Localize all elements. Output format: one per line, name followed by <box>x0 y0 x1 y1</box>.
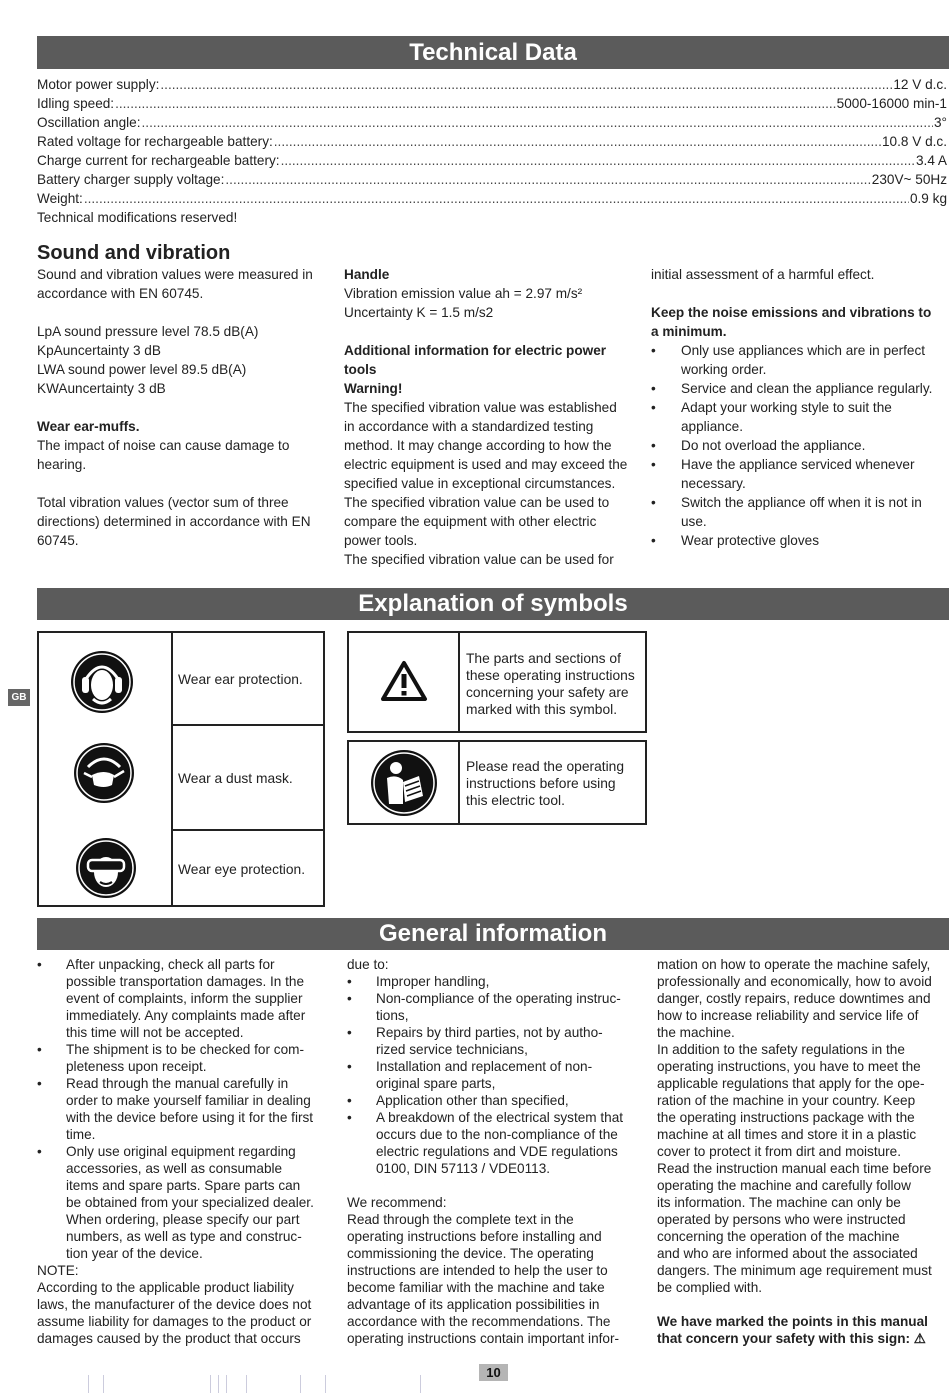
handle-heading: Handle <box>344 267 390 282</box>
text-line: dangers. The minimum age requirement must <box>657 1263 932 1278</box>
crop-mark <box>246 1375 247 1393</box>
text-line: The specified vibration value can be used to <box>344 495 610 510</box>
bullet-line: • Do not overload the appliance. <box>681 438 866 453</box>
text-line: instructions before using <box>466 776 616 791</box>
bullet-item <box>347 1024 647 1058</box>
bullet-line: • Have the appliance serviced whenever <box>681 457 915 472</box>
text-line: KWAuncertainty 3 dB <box>37 381 166 396</box>
spec-row <box>37 170 947 189</box>
bullet-item <box>651 341 950 379</box>
text-line: operating instructions contain important infor- <box>347 1331 620 1346</box>
text-line: become familiar with the machine and take <box>347 1280 605 1295</box>
bullet-line: numbers, as well as type and construc- <box>66 1229 302 1244</box>
text-line: Uncertainty K = 1.5 m/s2 <box>344 305 494 320</box>
text-line: The specified vibration value was established <box>344 400 617 415</box>
earmuffs-heading: Wear ear-muffs. <box>37 419 140 434</box>
bullet-line: tions, <box>376 1008 409 1023</box>
bullet-line: occurs due to the non-compliance of the <box>376 1127 618 1142</box>
bullet-line: working order. <box>681 362 767 377</box>
ear-protection-icon <box>69 649 135 715</box>
text-line: due to: <box>347 957 389 972</box>
crop-mark <box>88 1375 89 1393</box>
warning-triangle-icon <box>380 660 428 702</box>
warning-heading: Warning! <box>344 381 403 396</box>
text-line: the machine. <box>657 1025 735 1040</box>
bullet-line: electric regulations and VDE regulations <box>376 1144 618 1159</box>
bullet-line: • After unpacking, check all parts for <box>66 957 275 972</box>
text-line: this electric tool. <box>466 793 565 808</box>
spec-row <box>37 75 947 94</box>
bullet-item <box>651 455 950 493</box>
additional-heading: Additional information for electric power <box>344 343 607 358</box>
safety-sign-note: that concern your safety with this sign: ⚠ <box>657 1331 926 1346</box>
read-manual-symbol-box <box>347 740 647 825</box>
text-line: concerning the operation of the machine <box>657 1229 900 1244</box>
keep-heading: Keep the noise emissions and vibrations to <box>651 305 932 320</box>
bullet-line: • Adapt your working style to suit the <box>681 400 892 415</box>
text-line: The parts and sections of <box>466 651 621 666</box>
text-line: professionally and economically, how to avoid <box>657 974 932 989</box>
eye-protection-icon <box>74 836 138 900</box>
ear-protection-text: Wear ear protection. <box>178 672 303 687</box>
crop-mark <box>210 1375 211 1393</box>
text-line: mation on how to operate the machine safely, <box>657 957 931 972</box>
crop-mark <box>420 1375 421 1393</box>
text-line: Total vibration values (vector sum of three <box>37 495 289 510</box>
crop-mark <box>218 1375 219 1393</box>
text-line: advantage of its application possibilities in <box>347 1297 600 1312</box>
bullet-line: necessary. <box>681 476 746 491</box>
language-tab: GB <box>8 689 30 706</box>
spec-label: Rated voltage for rechargeable battery: <box>37 134 273 149</box>
text-line: how to increase reliability and service life of <box>657 1008 919 1023</box>
text-line: Read through the complete text in the <box>347 1212 574 1227</box>
text-line: operated by persons who were instructed <box>657 1212 906 1227</box>
bullet-item <box>651 398 950 436</box>
text-line: According to the applicable product liability <box>37 1280 294 1295</box>
crop-mark <box>325 1375 326 1393</box>
bullet-line: • Repairs by third parties, not by autho- <box>376 1025 603 1040</box>
text-line: its information. The machine can only be <box>657 1195 901 1210</box>
leader-dots <box>142 113 933 132</box>
text-line: commissioning the device. The operating <box>347 1246 594 1261</box>
leader-dots <box>281 151 915 170</box>
text-line: the operating instructions package with the <box>657 1110 915 1125</box>
bullet-item <box>37 956 337 1041</box>
bullet-item <box>37 1143 337 1262</box>
text-line: hearing. <box>37 457 87 472</box>
bullet-line: possible transportation damages. In the <box>66 974 305 989</box>
bullet-line: immediately. Any complaints made after <box>66 1008 306 1023</box>
spec-label: Battery charger supply voltage: <box>37 172 225 187</box>
text-line: marked with this symbol. <box>466 702 618 717</box>
bullet-item <box>37 1041 337 1075</box>
text-line: cover to protect it from dirt and moisture. <box>657 1144 902 1159</box>
bullet-line: order to make yourself familiar in dealing <box>66 1093 311 1108</box>
bullet-line: • Switch the appliance off when it is not in <box>681 495 922 510</box>
keep-heading: a minimum. <box>651 324 727 339</box>
text-line: 60745. <box>37 533 79 548</box>
ppe-symbol-table <box>37 631 325 907</box>
bullet-line: 0100, DIN 57113 / VDE0113. <box>376 1161 551 1176</box>
crop-mark <box>103 1375 104 1393</box>
text-line: directions) determined in accordance with EN <box>37 514 311 529</box>
note-label: NOTE: <box>37 1263 79 1278</box>
warning-symbol-box <box>347 631 647 733</box>
spec-value: 3.4 A <box>916 153 947 168</box>
spec-label: Weight: <box>37 191 83 206</box>
bullet-item <box>347 1058 647 1092</box>
spec-value: 3° <box>934 115 947 130</box>
text-line: method. It may change according to how the <box>344 438 612 453</box>
dust-mask-icon <box>72 741 136 805</box>
bullet-line: • Improper handling, <box>376 974 490 989</box>
general-col-2 <box>347 956 647 1347</box>
bullet-line: • Non-compliance of the operating instruc- <box>376 991 621 1006</box>
text-line: and who are informed about the associated <box>657 1246 918 1261</box>
text-line: The specified vibration value can be used for <box>344 552 614 567</box>
bullet-line: When ordering, please specify our part <box>66 1212 300 1227</box>
text-line: machine at all times and store it in a plastic <box>657 1127 917 1142</box>
spec-value: 12 V d.c. <box>893 77 947 92</box>
leader-dots <box>160 75 892 94</box>
leader-dots <box>225 170 870 189</box>
general-col-1 <box>37 956 337 1347</box>
bullet-item <box>651 493 950 531</box>
sound-col-3 <box>651 265 950 550</box>
bullet-line: • Read through the manual carefully in <box>66 1076 289 1091</box>
text-line: be complied with. <box>657 1280 763 1295</box>
technical-note: Technical modifications reserved! <box>37 210 238 225</box>
text-line: concerning your safety are <box>466 685 629 700</box>
spec-label: Charge current for rechargeable battery: <box>37 153 280 168</box>
spec-label: Oscillation angle: <box>37 115 141 130</box>
bullet-line: time. <box>66 1127 96 1142</box>
bullet-line: • Wear protective gloves <box>681 533 820 548</box>
text-line: operating the machine and carefully follow <box>657 1178 911 1193</box>
text-line: specified value in exceptional circumstances. <box>344 476 616 491</box>
bullet-line: be obtained from your specialized dealer. <box>66 1195 314 1210</box>
bullet-item <box>347 990 647 1024</box>
spec-value: 0.9 kg <box>909 191 947 206</box>
spec-row <box>37 113 947 132</box>
warning-symbol-text <box>466 650 644 718</box>
sound-col-1 <box>37 265 337 550</box>
spec-value: 10.8 V d.c. <box>882 134 947 149</box>
bullet-line: accessories, as well as consumable <box>66 1161 283 1176</box>
bullet-item <box>651 436 950 455</box>
bullet-line: original spare parts, <box>376 1076 496 1091</box>
text-line: Sound and vibration values were measured in <box>37 267 313 282</box>
spec-row <box>37 132 947 151</box>
bullet-line: • The shipment is to be checked for com- <box>66 1042 304 1057</box>
text-line: in accordance with a standardized testing <box>344 419 594 434</box>
text-line: assume liability for damages to the product or <box>37 1314 312 1329</box>
text-line: electric equipment is used and may exceed the <box>344 457 628 472</box>
recommend-label: We recommend: <box>347 1195 447 1210</box>
bullet-line: • Only use appliances which are in perfect <box>681 343 926 358</box>
leader-dots <box>84 189 909 208</box>
crop-mark <box>300 1375 301 1393</box>
dust-mask-text: Wear a dust mask. <box>178 771 293 786</box>
bullet-line: appliance. <box>681 419 743 434</box>
text-line: LWA sound power level 89.5 dB(A) <box>37 362 247 377</box>
eye-protection-text: Wear eye protection. <box>178 862 306 877</box>
bullet-item <box>651 531 950 550</box>
spec-value: 230V~ 50Hz <box>871 172 947 187</box>
read-manual-icon <box>369 748 439 818</box>
crop-mark <box>226 1375 227 1393</box>
sound-heading: Sound and vibration <box>37 242 231 264</box>
text-line: Please read the operating <box>466 759 625 774</box>
bullet-line: items and spare parts. Spare parts can <box>66 1178 301 1193</box>
bullet-item <box>347 1092 647 1109</box>
bullet-line: use. <box>681 514 707 529</box>
bullet-line: • Application other than specified, <box>376 1093 569 1108</box>
bullet-item <box>37 1075 337 1143</box>
text-line: Read the instruction manual each time before <box>657 1161 932 1176</box>
spec-label: Motor power supply: <box>37 77 160 92</box>
symbols-title: Explanation of symbols <box>37 588 949 620</box>
bullet-line: event of complaints, inform the supplier <box>66 991 303 1006</box>
text-line: laws, the manufacturer of the device does not <box>37 1297 312 1312</box>
text-line: power tools. <box>344 533 418 548</box>
bullet-item <box>347 973 647 990</box>
text-line: these operating instructions <box>466 668 635 683</box>
text-line: In addition to the safety regulations in the <box>657 1042 905 1057</box>
text-line: damages caused by the product that occurs <box>37 1331 301 1346</box>
safety-sign-note: We have marked the points in this manual <box>657 1314 928 1329</box>
text-line: operating instructions, you have to meet the <box>657 1059 921 1074</box>
bullet-line: with the device before using it for the first <box>66 1110 314 1125</box>
bullet-line: • Only use original equipment regarding <box>66 1144 296 1159</box>
bullet-item <box>651 379 950 398</box>
text-line: LpA sound pressure level 78.5 dB(A) <box>37 324 259 339</box>
bullet-item <box>347 1109 647 1177</box>
spec-value: 5000-16000 min-1 <box>836 96 947 111</box>
leader-dots <box>115 94 836 113</box>
general-info-title: General information <box>37 918 949 950</box>
read-manual-text <box>466 758 644 809</box>
spec-row <box>37 94 947 113</box>
spec-label: Idling speed: <box>37 96 115 111</box>
spec-row <box>37 189 947 208</box>
page-number: 10 <box>479 1364 508 1381</box>
text-line: danger, costly repairs, reduce downtimes and <box>657 991 931 1006</box>
bullet-line: tion year of the device. <box>66 1246 203 1261</box>
text-line: accordance with EN 60745. <box>37 286 204 301</box>
text-line: operating instructions before installing and <box>347 1229 602 1244</box>
text-line: initial assessment of a harmful effect. <box>651 267 875 282</box>
bullet-line: rized service technicians, <box>376 1042 528 1057</box>
text-line: applicable regulations that apply for the ope- <box>657 1076 925 1091</box>
text-line: The impact of noise can cause damage to <box>37 438 290 453</box>
text-line: Vibration emission value ah = 2.97 m/s² <box>344 286 583 301</box>
sound-col-2 <box>344 265 649 569</box>
spec-row <box>37 151 947 170</box>
general-col-3 <box>657 956 949 1347</box>
bullet-line: • Service and clean the appliance regularly. <box>681 381 933 396</box>
leader-dots <box>274 132 881 151</box>
text-line: ration of the machine in your country. Keep <box>657 1093 916 1108</box>
text-line: compare the equipment with other electric <box>344 514 597 529</box>
bullet-line: pleteness upon receipt. <box>66 1059 207 1074</box>
bullet-line: this time will not be accepted. <box>66 1025 244 1040</box>
text-line: KpAuncertainty 3 dB <box>37 343 161 358</box>
additional-heading: tools <box>344 362 377 377</box>
text-line: accordance with the recommendations. The <box>347 1314 611 1329</box>
text-line: instructions are intended to help the user to <box>347 1263 608 1278</box>
bullet-line: • Installation and replacement of non- <box>376 1059 593 1074</box>
bullet-line: • A breakdown of the electrical system that <box>376 1110 624 1125</box>
technical-data-title: Technical Data <box>37 36 949 69</box>
